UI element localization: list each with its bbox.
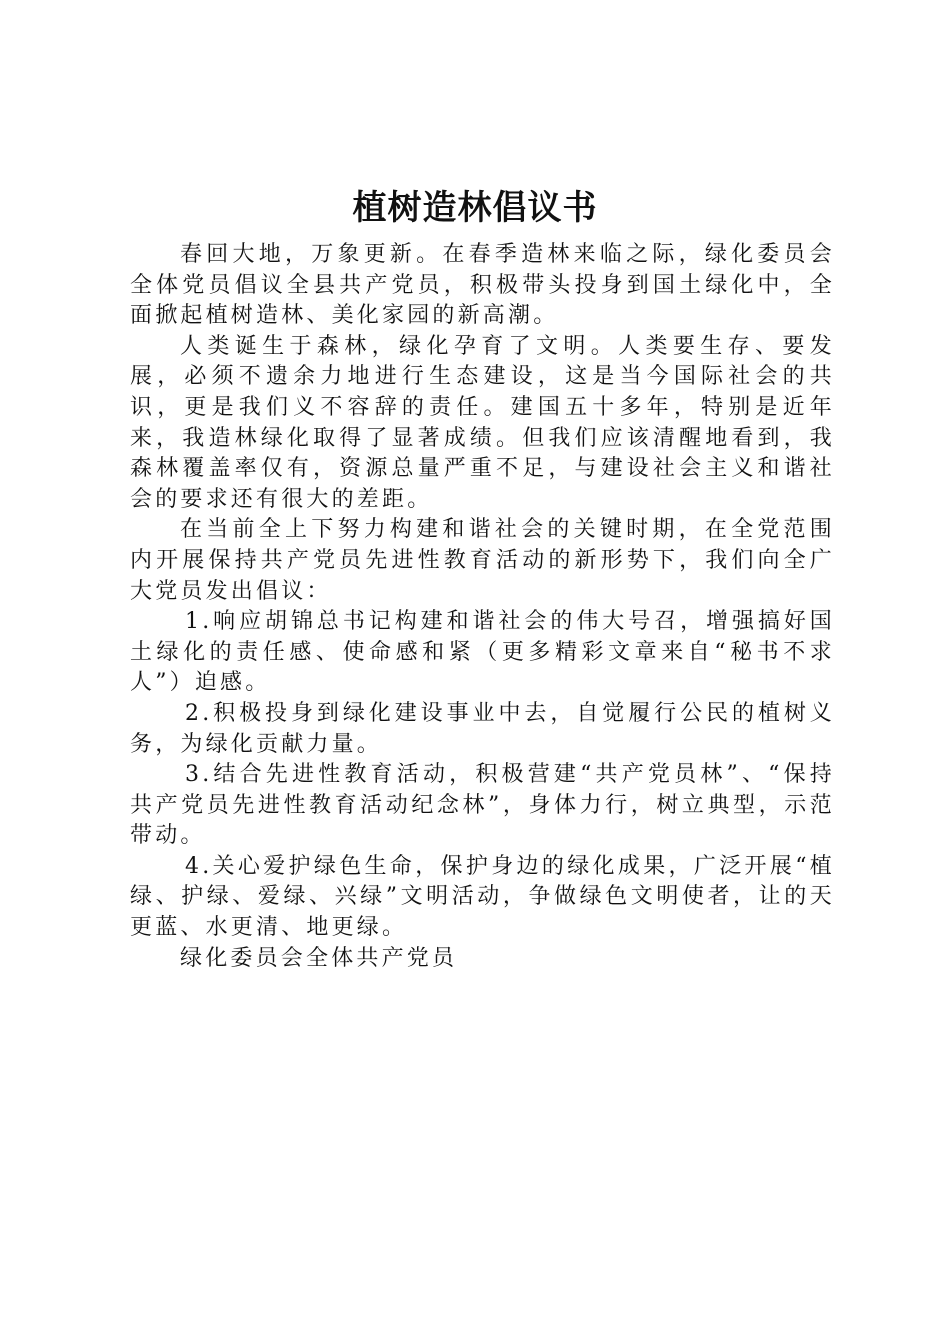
proposal-item-4: 4.关心爱护绿色生命，保护身边的绿化成果，广泛开展“植绿、护绿、爱绿、兴绿”文明活动，争做绿色文明使者，让的天更蓝、水更清、地更绿。 <box>130 853 835 941</box>
paragraph-call: 在当前全上下努力构建和谐社会的关键时期，在全党范围内开展保持共产党员先进性教育活动的新形势下，我们向全广大党员发出倡议： <box>130 517 835 604</box>
paragraph-background: 人类诞生于森林，绿化孕育了文明。人类要生存、要发展，必须不遗余力地进行生态建设，这是当今国际社会的共识，更是我们义不容辞的责任。建国五十多年，特别是近年来，我造林绿化取得了显著成绩。但我们应该清醒地看到，我森林覆盖率仅有，资源总量严重不足，与建设社会主义和谐社会的要求还有很大的差距。 <box>130 333 835 512</box>
proposal-item-1: 1.响应胡锦总书记构建和谐社会的伟大号召，增强搞好国土绿化的责任感、使命感和紧（更多精彩文章来自“秘书不求人”）迫感。 <box>130 609 835 696</box>
signature: 绿化委员会全体共产党员 <box>180 945 458 971</box>
proposal-item-2: 2.积极投身到绿化建设事业中去，自觉履行公民的植树义务，为绿化贡献力量。 <box>130 700 835 757</box>
document-title: 植树造林倡议书 <box>352 188 598 228</box>
paragraph-intro: 春回大地，万象更新。在春季造林来临之际，绿化委员会全体党员倡议全县共产党员，积极带头投身到国土绿化中，全面掀起植树造林、美化家园的新高潮。 <box>130 242 835 329</box>
proposal-item-3: 3.结合先进性教育活动，积极营建“共产党员林”、“保持共产党员先进性教育活动纪念林”，身体力行，树立典型，示范带动。 <box>130 762 835 849</box>
document-body <box>130 240 835 974</box>
